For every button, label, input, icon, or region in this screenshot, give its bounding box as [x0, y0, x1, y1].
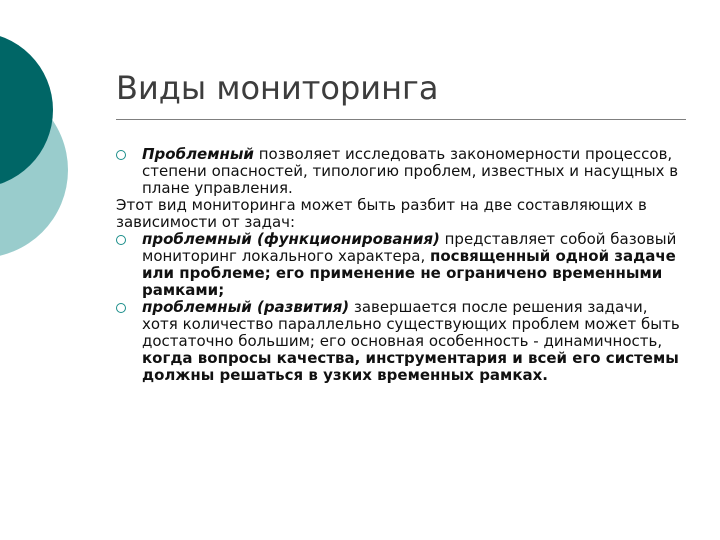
slide-body	[116, 146, 686, 384]
bullet-item-functioning	[116, 231, 686, 299]
item-text: позволяет исследовать закономерности процессов, степени опасностей, типологию проблем, известных и насущных в плане управления.	[142, 145, 679, 197]
item-term: Проблемный	[142, 145, 254, 163]
bullet-item-problem	[116, 146, 686, 197]
item-text: представляет собой базовый мониторинг локального характера,	[142, 230, 677, 265]
item-term: проблемный (функционирования)	[142, 230, 440, 248]
intro-paragraph: Этот вид мониторинга может быть разбит на две составляющих в зависимости от задач:	[116, 196, 647, 231]
circle-bullet-icon	[116, 235, 126, 245]
slide-title: Виды мониторинга	[116, 69, 439, 107]
item-bold-text: когда вопросы качества, инструментария и всей его системы должны решаться в узких временных рамках.	[142, 349, 679, 384]
bullet-item-development	[116, 299, 686, 384]
circle-bullet-icon	[116, 150, 126, 160]
item-bold-text: посвященный одной задаче или проблеме; его применение не ограничено временными рамками;	[142, 247, 676, 299]
item-text: завершается после решения задачи, хотя количество параллельно существующих проблем может быть достаточно большим; его основная особенность - динамичность,	[142, 298, 680, 350]
title-divider	[116, 119, 686, 120]
item-term: проблемный (развития)	[142, 298, 350, 316]
circle-bullet-icon	[116, 303, 126, 313]
